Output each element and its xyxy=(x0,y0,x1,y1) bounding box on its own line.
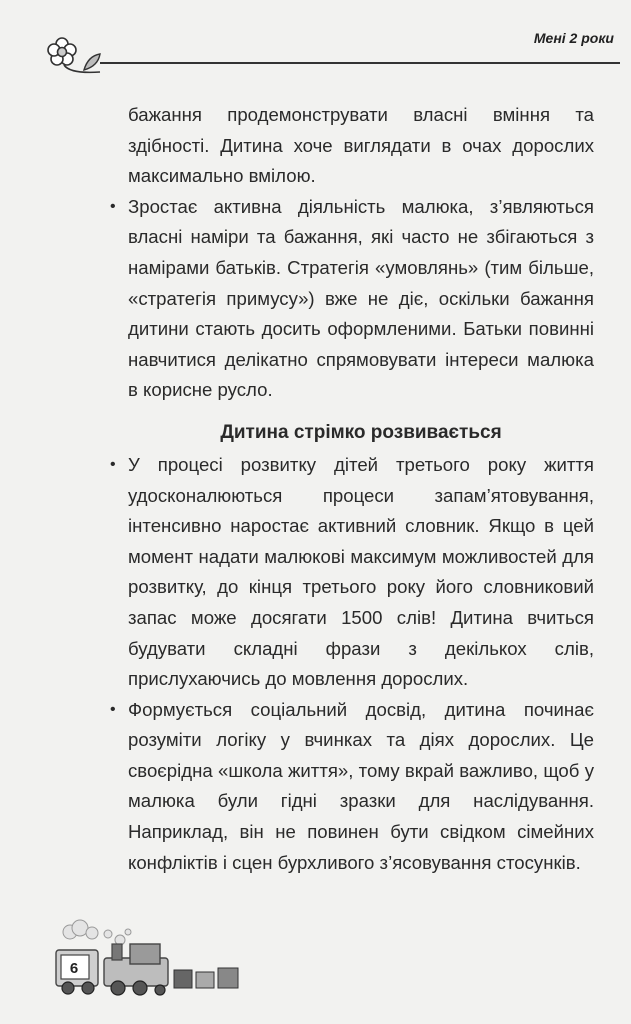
section-heading: Дитина стрімко розвивається xyxy=(220,421,502,443)
page-content xyxy=(110,100,594,878)
bullet-text: Зростає активна діяльність малюка, з’являються власні наміри та бажання, які часто не збігаються з намірами батьків. Стратегія «умовлянь» (тим більше, «стратегія примусу») вже не діє, оскільки бажання дитини стають досить оформленими. Батьки повинні навчитися делікатно спрямовувати інтереси малюка в корисне русло. xyxy=(128,195,594,401)
bullet-marker: • xyxy=(110,197,116,215)
continued-paragraph: бажання продемонструвати власні вміння та здібності. Дитина хоче виглядати в очах дорослих максимально вмілою. xyxy=(128,104,594,187)
bullet-marker: • xyxy=(110,700,116,718)
header-rule xyxy=(100,62,620,64)
bullet-text: Формується соціальний досвід, дитина починає розуміти логіку у вчинках та діях дорослих. Це своєрідна «школа життя», тому вкрай важливо, щоб у малюка були гідні зразки для наслідування. Наприклад, він не повинен бути свідком сімейних конфліктів і сцен бурхливого з’ясовування стосунків. xyxy=(128,698,594,873)
bullet-marker: • xyxy=(110,455,116,473)
flower-icon xyxy=(40,32,106,80)
page-number: 6 xyxy=(69,960,79,977)
bullet-paragraph xyxy=(110,450,594,695)
bullet-paragraph xyxy=(110,695,594,879)
bullet-paragraph xyxy=(110,192,594,406)
bullet-text: У процесі розвитку дітей третього року життя удосконалюються процеси запам’ятовування, інтенсивно наростає активний словник. Якщо в цей момент надати малюкові максимум можливостей для розвитку, до кінця третього року його словниковий запас може досягати 1500 слів! Дитина вчиться будувати складні фрази з декількох слів, прислухаючись до мовлення дорослих. xyxy=(128,453,594,690)
page-header xyxy=(40,22,620,72)
running-title: Мені 2 роки xyxy=(533,30,614,46)
